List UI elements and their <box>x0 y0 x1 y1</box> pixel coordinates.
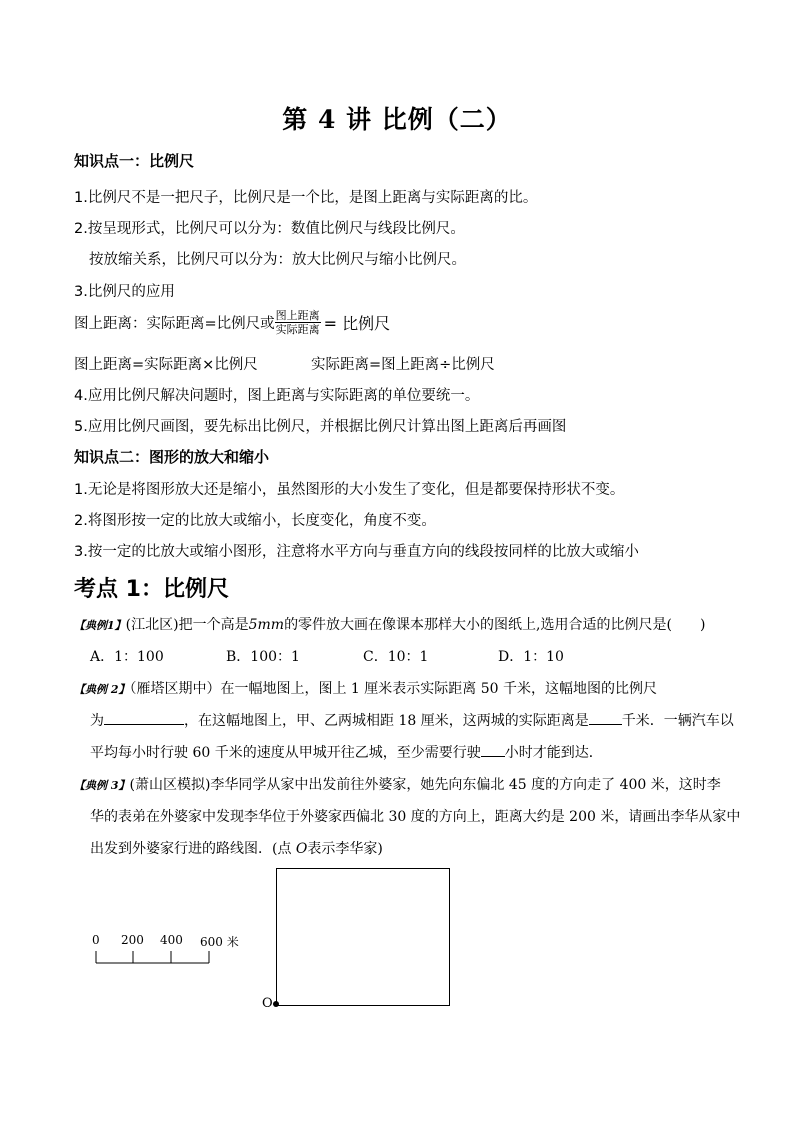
scale-label-600: 600 米 <box>200 935 239 949</box>
answer-blank-1[interactable] <box>104 710 184 725</box>
page-title: 第 4 讲 比例（二） <box>282 105 512 134</box>
formula-1-prefix: 图上距离：实际距离=比例尺或 <box>74 316 275 332</box>
example-2-text-2b: ，在这幅地图上，甲、乙两城相距 18 厘米，这两城的实际距离是 <box>184 713 589 729</box>
example-2-bracket: 【 <box>74 683 85 696</box>
formula-1-suffix: = 比例尺 <box>323 314 391 333</box>
scale-label-400: 400 <box>160 933 183 947</box>
k1-line-3: 按放缩关系，比例尺可以分为：放大比例尺与缩小比例尺。 <box>89 252 466 268</box>
example-1 <box>74 614 705 634</box>
example-1-number: 1】 <box>107 619 126 632</box>
answer-blank-3[interactable] <box>481 742 505 757</box>
answer-blank-2[interactable] <box>589 710 622 725</box>
knowledge-heading-1: 知识点一：比例尺 <box>74 152 195 170</box>
example-2-text-2c: 千米．一辆汽车以 <box>621 713 734 729</box>
example-3-line-1 <box>74 774 721 794</box>
example-3-text-3a: 出发到外婆家行进的路线图．(点 <box>90 841 296 857</box>
example-2-text-3b: 小时才能到达． <box>504 745 603 761</box>
k2-line-3: 3.按一定的比放大或缩小图形，注意将水平方向与垂直方向的线段按同样的比放大或缩小 <box>74 544 639 560</box>
example-2-line-1 <box>74 678 657 698</box>
example-2-tag <box>74 683 129 696</box>
option-b: B．100：1 <box>226 649 300 665</box>
example-3-label: 典例 <box>85 779 107 792</box>
option-d: D．1：10 <box>498 649 564 665</box>
example-1-text-a: (江北区)把一个高是 <box>125 617 249 633</box>
k1-line-1: 1.比例尺不是一把尺子，比例尺是一个比，是图上距离与实际距离的比。 <box>74 190 538 206</box>
example-3-bracket: 【 <box>74 779 85 792</box>
example-1-bracket: 【 <box>74 619 85 632</box>
fraction-denominator: 实际距离 <box>275 323 320 336</box>
example-2-label: 典例 <box>85 683 107 696</box>
example-3-number: 3】 <box>107 779 130 792</box>
example-1-unit: 5mm <box>248 617 285 633</box>
example-2-line-3 <box>90 742 603 762</box>
example-3-text-3b: 表示李华家) <box>307 841 383 857</box>
fraction-numerator: 图上距离 <box>275 309 320 322</box>
example-3-text-1: (萧山区模拟)李华同学从家中出发前往外婆家，她先向东偏北 45 度的方向走了 400 米，这时李 <box>129 777 721 793</box>
example-1-text-b: 的零件放大画在像课本那样大小的图纸上,选用合适的比例尺是( ) <box>284 617 706 633</box>
fraction <box>275 309 321 336</box>
k1-line-2: 2.按呈现形式，比例尺可以分为：数值比例尺与线段比例尺。 <box>74 221 465 237</box>
example-1-label: 典例 <box>85 619 107 632</box>
scale-label-200: 200 <box>121 933 144 947</box>
example-2-line-2 <box>90 710 734 730</box>
example-2-text-2a: 为 <box>90 713 104 729</box>
k1-line-4: 3.比例尺的应用 <box>74 284 175 300</box>
drawing-area[interactable] <box>276 868 450 1006</box>
example-2-number: 2】 <box>107 683 130 696</box>
section-heading: 考点 1：比例尺 <box>74 577 229 602</box>
example-3-tag <box>74 779 129 792</box>
example-3-line-3 <box>90 838 383 858</box>
example-2-text-1: （雁塔区期中）在一幅地图上，图上 1 厘米表示实际距离 50 千米，这幅地图的比例尺 <box>129 681 658 697</box>
example-2-text-3a: 平均每小时行驶 60 千米的速度从甲城开往乙城，至少需要行驶 <box>90 745 481 761</box>
knowledge-heading-2: 知识点二：图形的放大和缩小 <box>74 448 270 466</box>
scale-label-0: 0 <box>92 933 100 947</box>
example-1-tag <box>74 619 126 632</box>
scale-bar <box>90 948 220 968</box>
example-3-line-2: 华的表弟在外婆家中发现李华位于外婆家西偏北 30 度的方向上，距离大约是 200 米，请画出李华从家中 <box>90 809 741 825</box>
origin-point <box>273 1001 279 1007</box>
k1-line-6: 5.应用比例尺画图，要先标出比例尺，并根据比例尺计算出图上距离后再画图 <box>74 419 567 435</box>
formula-1 <box>74 309 390 336</box>
formula-2b: 实际距离=图上距离÷比例尺 <box>311 357 495 373</box>
k1-line-5: 4.应用比例尺解决问题时，图上距离与实际距离的单位要统一。 <box>74 388 480 404</box>
k2-line-1: 1.无论是将图形放大还是缩小，虽然图形的大小发生了变化，但是都要保持形状不变。 <box>74 482 625 498</box>
formula-2a: 图上距离=实际距离×比例尺 <box>74 357 258 373</box>
k2-line-2: 2.将图形按一定的比放大或缩小，长度变化，角度不变。 <box>74 513 436 529</box>
option-c: C．10：1 <box>363 649 429 665</box>
example-3-point-o: O <box>295 841 308 857</box>
option-a: A．1：100 <box>90 649 164 665</box>
origin-label: O <box>262 996 273 1011</box>
